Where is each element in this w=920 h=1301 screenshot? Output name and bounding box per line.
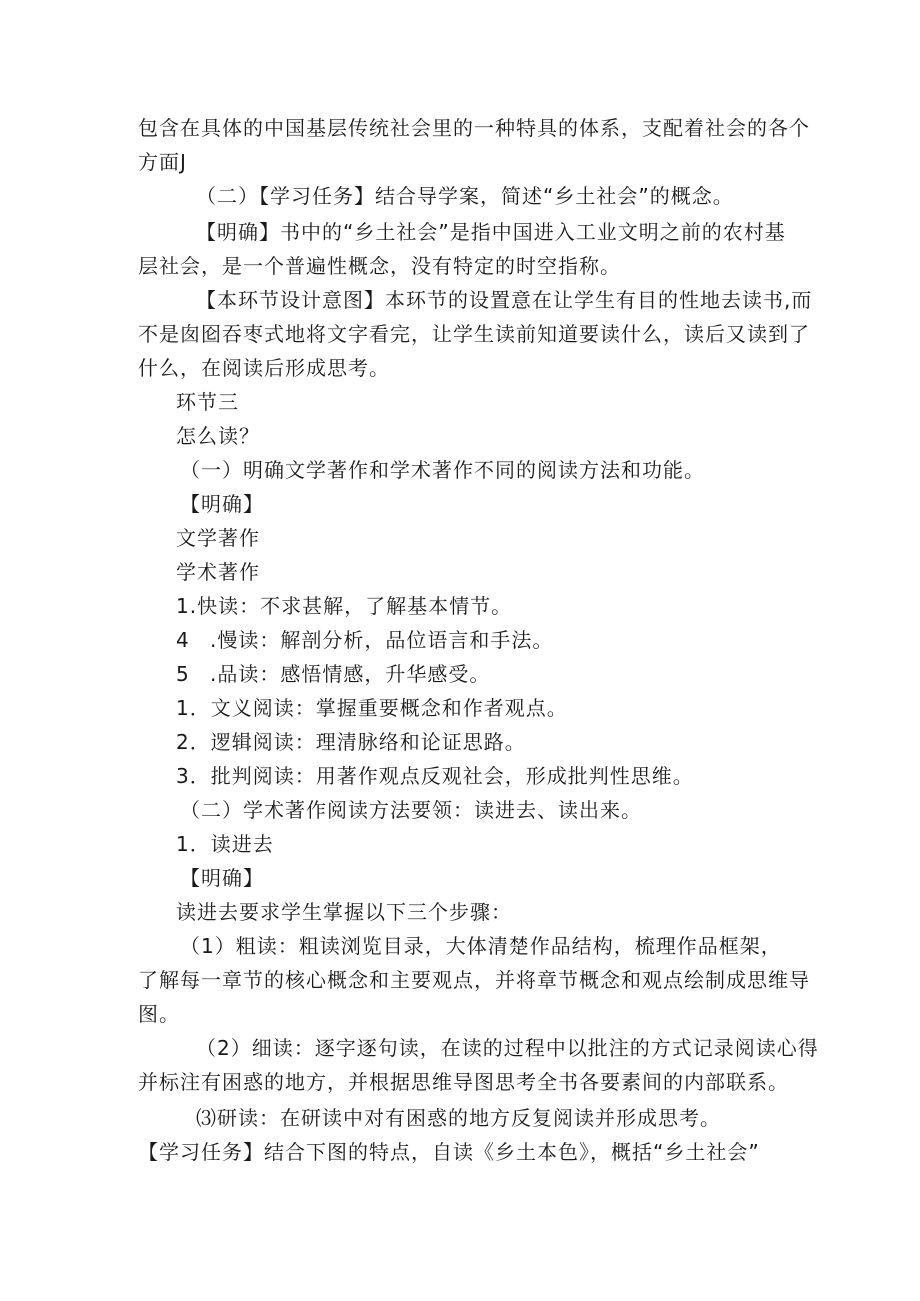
category-label: 文学著作: [176, 526, 260, 550]
paragraph-line: 什么，在阅读后形成思考。: [138, 356, 390, 380]
label-clarify: 【明确】: [180, 866, 264, 890]
paragraph-line: 图。: [138, 1002, 180, 1026]
paragraph-line: （一）明确文学著作和学术著作不同的阅读方法和功能。: [180, 458, 705, 482]
paragraph-line: 【明确】书中的“乡土社会”是指中国进入工业文明之前的农村基: [196, 220, 786, 244]
paragraph-line: ⑶研读：在研读中对有困惑的地方反复阅读并形成思考。: [196, 1106, 721, 1130]
paragraph-line: 【学习任务】结合下图的特点，自读《乡土本色》，概括“乡土社会”: [138, 1140, 760, 1164]
list-text: .慢读：解剖分析，品位语言和手法。: [210, 628, 554, 652]
label-clarify: 【明确】: [180, 492, 264, 516]
paragraph-line: 不是囱囵吞枣式地将文字看完，让学生读前知道要读什么，读后又读到了: [138, 322, 810, 346]
list-item: [176, 662, 490, 686]
paragraph-line: 读进去要求学生掌握以下三个步骤：: [176, 900, 512, 924]
list-number: 5: [176, 662, 190, 686]
category-label: 学术著作: [176, 560, 260, 584]
list-text: .品读：感悟情感，升华感受。: [210, 662, 491, 686]
section-subheading: 怎么读？: [176, 424, 260, 448]
paragraph-line: 包含在具体的中国基层传统社会里的一种特具的体系，支配着社会的各个: [138, 116, 810, 140]
list-item: 1.快读：不求甚解，了解基本情节。: [176, 594, 513, 618]
paragraph-line: 层社会，是一个普遍性概念，没有特定的时空指称。: [138, 254, 621, 278]
list-number: 4: [176, 628, 190, 652]
paragraph-line: 并标注有困惑的地方，并根据思维导图思考全书各要素间的内部联系。: [138, 1070, 789, 1094]
list-item: 2．逻辑阅读：理清脉络和论证思路。: [176, 730, 526, 754]
paragraph-line: 了解每一章节的核心概念和主要观点，并将章节概念和观点绘制成思维导: [138, 968, 810, 992]
list-item: 3．批判阅读：用著作观点反观社会，形成批判性思维。: [176, 764, 694, 788]
section-heading: 环节三: [176, 390, 239, 414]
paragraph-line: 【本环节设计意图】本环节的设置意在让学生有目的性地去读书,而: [196, 288, 813, 312]
list-item: 1．读进去: [176, 832, 274, 856]
paragraph-line: （1）粗读：粗读浏览目录，大体清楚作品结构，梳理作品框架，: [180, 934, 782, 958]
paragraph-line: （二）【学习任务】结合导学案，简述“乡土社会”的概念。: [196, 184, 734, 208]
paragraph-line: （二）学术著作阅读方法要领：读进去、读出来。: [180, 798, 642, 822]
list-item: [176, 628, 553, 652]
paragraph-line: 方面J: [138, 150, 187, 174]
paragraph-line: （2）细读：逐字逐句读，在读的过程中以批注的方式记录阅读心得: [196, 1036, 819, 1060]
list-item: 1．文义阅读：掌握重要概念和作者观点。: [176, 696, 568, 720]
